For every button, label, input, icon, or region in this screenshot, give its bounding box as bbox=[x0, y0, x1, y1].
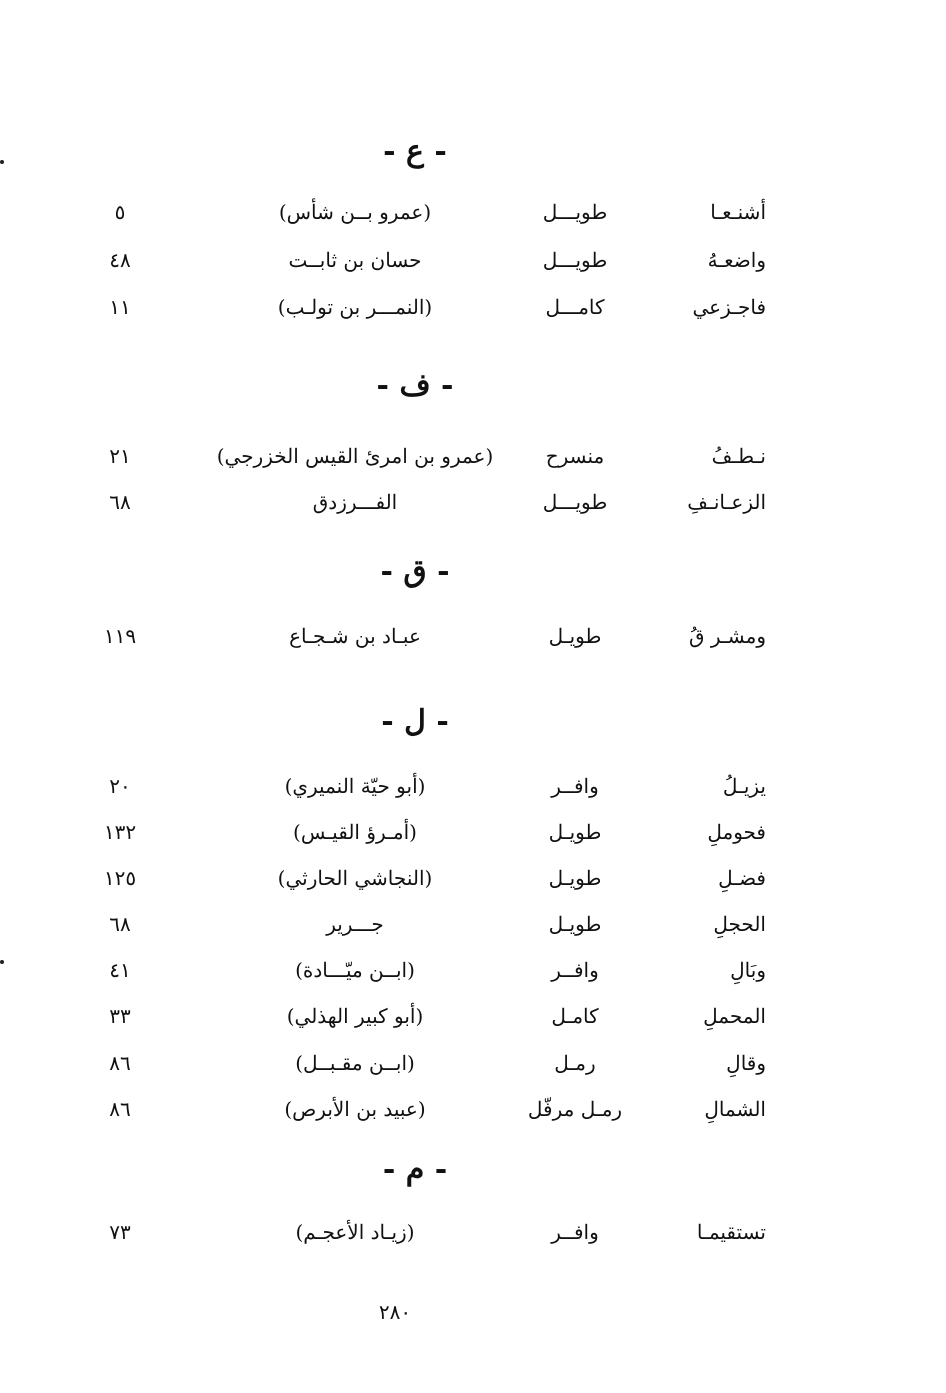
rhyme-word: تستقيمـا bbox=[696, 1220, 766, 1244]
index-entry bbox=[0, 1212, 946, 1252]
section-letter-ain: - ع - bbox=[383, 134, 447, 169]
meter: طويـــل bbox=[542, 200, 608, 224]
page-ref: ١١ bbox=[109, 295, 131, 319]
meter: وافــر bbox=[551, 1220, 599, 1244]
index-entry bbox=[0, 812, 946, 852]
poet-name: (عبيد بن الأبرص) bbox=[284, 1097, 426, 1121]
meter: طويـل bbox=[548, 820, 602, 844]
page-ref: ٤١ bbox=[109, 958, 131, 982]
meter: كامـــل bbox=[545, 295, 605, 319]
page-number: ٢٨٠ bbox=[378, 1300, 412, 1324]
index-entry bbox=[0, 766, 946, 806]
page-ref: ٢١ bbox=[109, 444, 131, 468]
meter: طويـل bbox=[548, 866, 602, 890]
page-ref: ٧٣ bbox=[109, 1220, 131, 1244]
section-letter-fa: - ف - bbox=[376, 368, 454, 403]
index-entry bbox=[0, 616, 946, 656]
poet-name: حسان بن ثابــت bbox=[288, 248, 422, 272]
poet-name: (عمرو بــن شأس) bbox=[278, 200, 432, 224]
poet-name: (النجاشي الحارثي) bbox=[277, 866, 433, 890]
page-ref: ١١٩ bbox=[103, 624, 137, 648]
index-entry bbox=[0, 192, 946, 232]
poet-name: عبـاد بن شـجـاع bbox=[289, 624, 421, 648]
poet-name: (أبو كبير الهذلي) bbox=[286, 1004, 424, 1028]
index-entry bbox=[0, 240, 946, 280]
rhyme-word: وبَالِ bbox=[730, 958, 766, 982]
poet-name: (أمـرؤ القيـس) bbox=[293, 820, 417, 844]
poet-name: (عمرو بن امرئ القيس الخزرجي) bbox=[216, 444, 494, 468]
page-ref: ٤٨ bbox=[109, 248, 131, 272]
page-ref: ٨٦ bbox=[109, 1051, 131, 1075]
page-ref: ٣٣ bbox=[109, 1004, 131, 1028]
page-ref: ٦٨ bbox=[109, 490, 131, 514]
index-entry bbox=[0, 996, 946, 1036]
poet-name: (ابــن مقـبــل) bbox=[295, 1051, 415, 1075]
page-ref: ٥ bbox=[114, 200, 126, 224]
index-entry bbox=[0, 950, 946, 990]
section-letter-lam: - ل - bbox=[381, 704, 449, 739]
poet-name: الفـــرزدق bbox=[312, 490, 398, 514]
section-letter-mim: - م - bbox=[382, 1152, 448, 1187]
meter: رمـل مرفّل bbox=[527, 1097, 623, 1121]
rhyme-word: يزيـلُ bbox=[722, 774, 766, 798]
poet-name: (زيـاد الأعجـم) bbox=[295, 1220, 415, 1244]
index-entry bbox=[0, 904, 946, 944]
index-entry bbox=[0, 858, 946, 898]
meter: كامـل bbox=[551, 1004, 599, 1028]
rhyme-word: وقالِ bbox=[726, 1051, 766, 1075]
index-entry bbox=[0, 1089, 946, 1129]
meter: رمـل bbox=[554, 1051, 596, 1075]
page-ref: ١٣٢ bbox=[103, 820, 137, 844]
meter: طويـــل bbox=[542, 490, 608, 514]
poet-name: (أبو حيّة النميري) bbox=[284, 774, 426, 798]
page-ref: ٦٨ bbox=[109, 912, 131, 936]
rhyme-word: الزعـانـفِ bbox=[687, 490, 766, 514]
poet-name: (ابــن ميّـــادة) bbox=[295, 958, 415, 982]
rhyme-word: واضعـهُ bbox=[707, 248, 766, 272]
index-entry bbox=[0, 482, 946, 522]
rhyme-word: المحملِ bbox=[703, 1004, 766, 1028]
page-ref: ١٢٥ bbox=[103, 866, 137, 890]
index-entry bbox=[0, 436, 946, 476]
poet-name: جـــرير bbox=[326, 912, 384, 936]
meter: وافــر bbox=[551, 774, 599, 798]
rhyme-word: فحوملِ bbox=[707, 820, 766, 844]
index-entry bbox=[0, 287, 946, 327]
meter: طويـــل bbox=[542, 248, 608, 272]
section-letter-qaf: - ق - bbox=[380, 554, 450, 589]
meter: منسرح bbox=[545, 444, 605, 468]
index-entry bbox=[0, 1043, 946, 1083]
rhyme-word: الشمالِ bbox=[704, 1097, 766, 1121]
rhyme-word: فاجـزعي bbox=[692, 295, 766, 319]
rhyme-word: الحجلِ bbox=[713, 912, 766, 936]
rhyme-word: ومشـر قُ bbox=[689, 624, 766, 648]
meter: وافــر bbox=[551, 958, 599, 982]
meter: طويـل bbox=[548, 912, 602, 936]
page-ref: ٢٠ bbox=[109, 774, 131, 798]
meter: طويـل bbox=[548, 624, 602, 648]
rhyme-word: أشنـعـا bbox=[710, 200, 766, 224]
rhyme-word: فضـلِ bbox=[718, 866, 766, 890]
page-ref: ٨٦ bbox=[109, 1097, 131, 1121]
poet-name: (النمـــر بن تولـب) bbox=[277, 295, 433, 319]
rhyme-word: نـطـفُ bbox=[711, 444, 766, 468]
